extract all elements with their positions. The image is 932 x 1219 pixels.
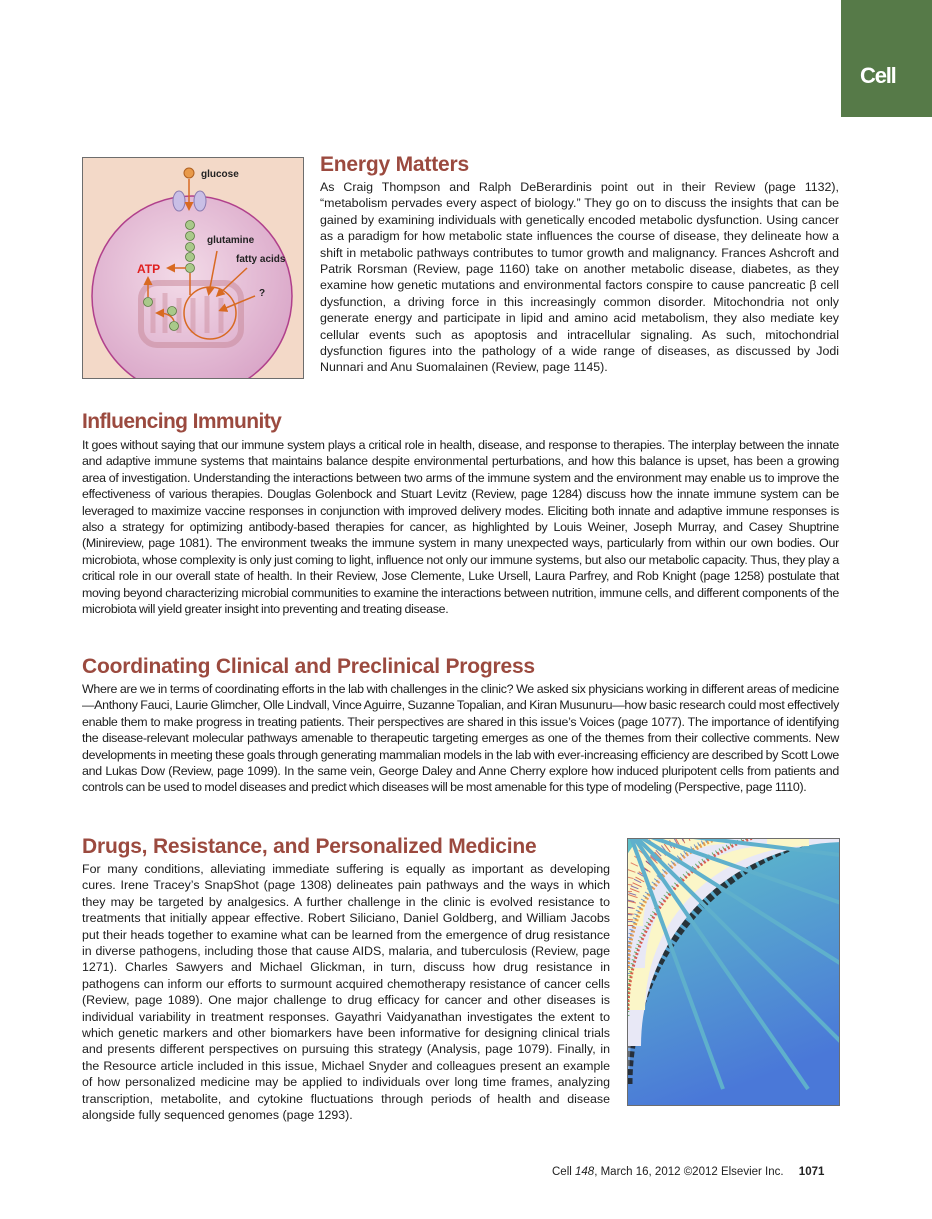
footer-volume: 148 xyxy=(575,1166,595,1178)
transporter-left xyxy=(173,191,185,211)
cell-journal-logo xyxy=(841,0,932,117)
unknown-source-label: ? xyxy=(259,288,266,299)
footer-citation: , March 16, 2012 ©2012 Elsevier Inc. xyxy=(594,1166,784,1178)
circos-genome-figure xyxy=(627,838,840,1106)
section-title-energy-matters: Energy Matters xyxy=(320,153,469,176)
transporter-right xyxy=(194,191,206,211)
section-body-energy-matters: As Craig Thompson and Ralph DeBerardinis point out in their Review (page 1132), “metabolism pervades every aspect of biology.” They go on to discuss the insights that can be gained by examining individuals with genetically encoded metabolic dysfunction. Using cancer as a paradigm for how metabolic state influences the course of disease, they delineate how a shift in metabolic pathways contributes to tumor growth and malignancy. Frances Ashcroft and Patrik Rorsman (Review, page 1160) take on another metabolic disease, diabetes, as they examine how genetic mutations and environmental factors conspire to cause pancreatic β cell dysfunction, a driving force in this increasingly common disorder. Mitochondria not only generate energy and participate in lipid and amino acid metabolism, they also mediate key cellular events such as apoptosis and intracellular signaling. As such, mitochondrial dysfunction figures into the pathology of a wide range of diseases, as discussed by Jodi Nunnari and Anu Suomalainen (Review, page 1145). xyxy=(320,180,839,375)
metabolism-figure xyxy=(82,157,304,379)
glycolysis-chain xyxy=(186,221,195,273)
glucose-molecule xyxy=(184,168,194,178)
page-footer xyxy=(552,1166,824,1178)
circos-plot xyxy=(628,839,839,1105)
glutamine-label: glutamine xyxy=(207,235,255,246)
section-body-coordinating-progress: Where are we in terms of coordinating efforts in the lab with challenges in the clinic? We asked six physicians working in different areas of medicine—Anthony Fauci, Laurie Glimcher, Olle Lindvall, Vince Aguirre, Suzanne Topalian, and Kiran Musunuru—how basic research could most effectively enable them to make progress in treating patients. Their perspectives are shared in this issue’s Voices (page 1077). The importance of identifying the disease-relevant molecular pathways amenable to therapeutic targeting emerges as one of the themes from their collective comments. New developments in meeting these goals through generating mammalian models in the lab with ever-increasing efficiency are described by Scott Lowe and Lukas Dow (Review, page 1099). In the same vein, George Daley and Anne Cherry explore how induced pluripotent cells from patients and controls can be used to model diseases and predict which diseases will be most amenable for this type of modeling (Perspective, page 1110). xyxy=(82,682,839,795)
section-body-drugs-resistance: For many conditions, alleviating immediate suffering is equally as important as developing cures. Irene Tracey’s SnapShot (page 1308) delineates pain pathways and the ways in which they may be targeted by analgesics. A further challenge in the clinic is evolved resistance to treatments that initially appear effective. Robert Siliciano, Daniel Goldberg, and William Jacobs put their heads together to examine what can be learned from the emergence of drug resistance in diverse pathogens, including those that cause AIDS, malaria, and tuberculosis (Review, page 1271). Charles Sawyers and Michael Glickman, in turn, discuss how drug resistance in pathogens can inform our efforts to surmount acquired chemotherapy resistance of cancer cells (Review, page 1089). One major challenge to drug efficacy for cancer and other diseases is individual variability in treatment responses. Gayathri Vaidyanathan investigates the extent to which genetic markers and other biomarkers have been informative for designing clinical trials and presents different perspectives on pursuing this strategy (Analysis, page 1079). Finally, in the Resource article included in this issue, Michael Snyder and colleagues present an example of how personalized medicine may be applied to individuals over long time frames, analyzing transcription, metabolite, and cytokine fluctuations through periods of health and disease alongside fully sequenced genomes (page 1293). xyxy=(82,862,610,1123)
atp-label: ATP xyxy=(137,262,161,276)
section-title-coordinating-progress: Coordinating Clinical and Preclinical Progress xyxy=(82,655,535,678)
logo-text: Cell xyxy=(860,63,896,88)
section-title-influencing-immunity: Influencing Immunity xyxy=(82,410,282,433)
section-body-influencing-immunity: It goes without saying that our immune system plays a critical role in health, disease, and response to therapies. The interplay between the innate and adaptive immune systems that maintains balance despite environmental perturbations, and how this balance is upset, has been a growing area of investigation. Understanding the interactions between two arms of the immune system and the environment may enable us to improve the effectiveness of various therapies. Douglas Golenbock and Stuart Levitz (Review, page 1284) discuss how the innate immune system can be leveraged to maximize vaccine responses in conjunction with improved delivery modes. Eliciting both innate and adaptive immune responses is also a strategy for optimizing antibody-based therapies for cancer, as highlighted by Louis Weiner, Joseph Murray, and Casey Shuptrine (Minireview, page 1081). The environment tweaks the immune system in many unexpected ways, particularly from within our own bodies. Our microbiota, whose complexity is only just coming to light, influence not only our immune systems, but also our metabolic capacity. Thus, they play a critical role in our overall state of health. In their Review, Jose Clemente, Luke Ursell, Laura Parfrey, and Rob Knight (page 1258) postulate that moving beyond characterizing microbial communities to examine the interactions between nutrition, immune cells, and different components of the microbiota will yield greater insight into preventing and treating disease. xyxy=(82,438,839,617)
fatty-acids-label: fatty acids xyxy=(236,254,286,265)
section-title-drugs-resistance: Drugs, Resistance, and Personalized Medicine xyxy=(82,835,537,858)
footer-journal: Cell xyxy=(552,1166,572,1178)
metabolism-diagram xyxy=(83,158,303,378)
page-number: 1071 xyxy=(798,1166,825,1178)
glucose-label: glucose xyxy=(201,169,239,180)
